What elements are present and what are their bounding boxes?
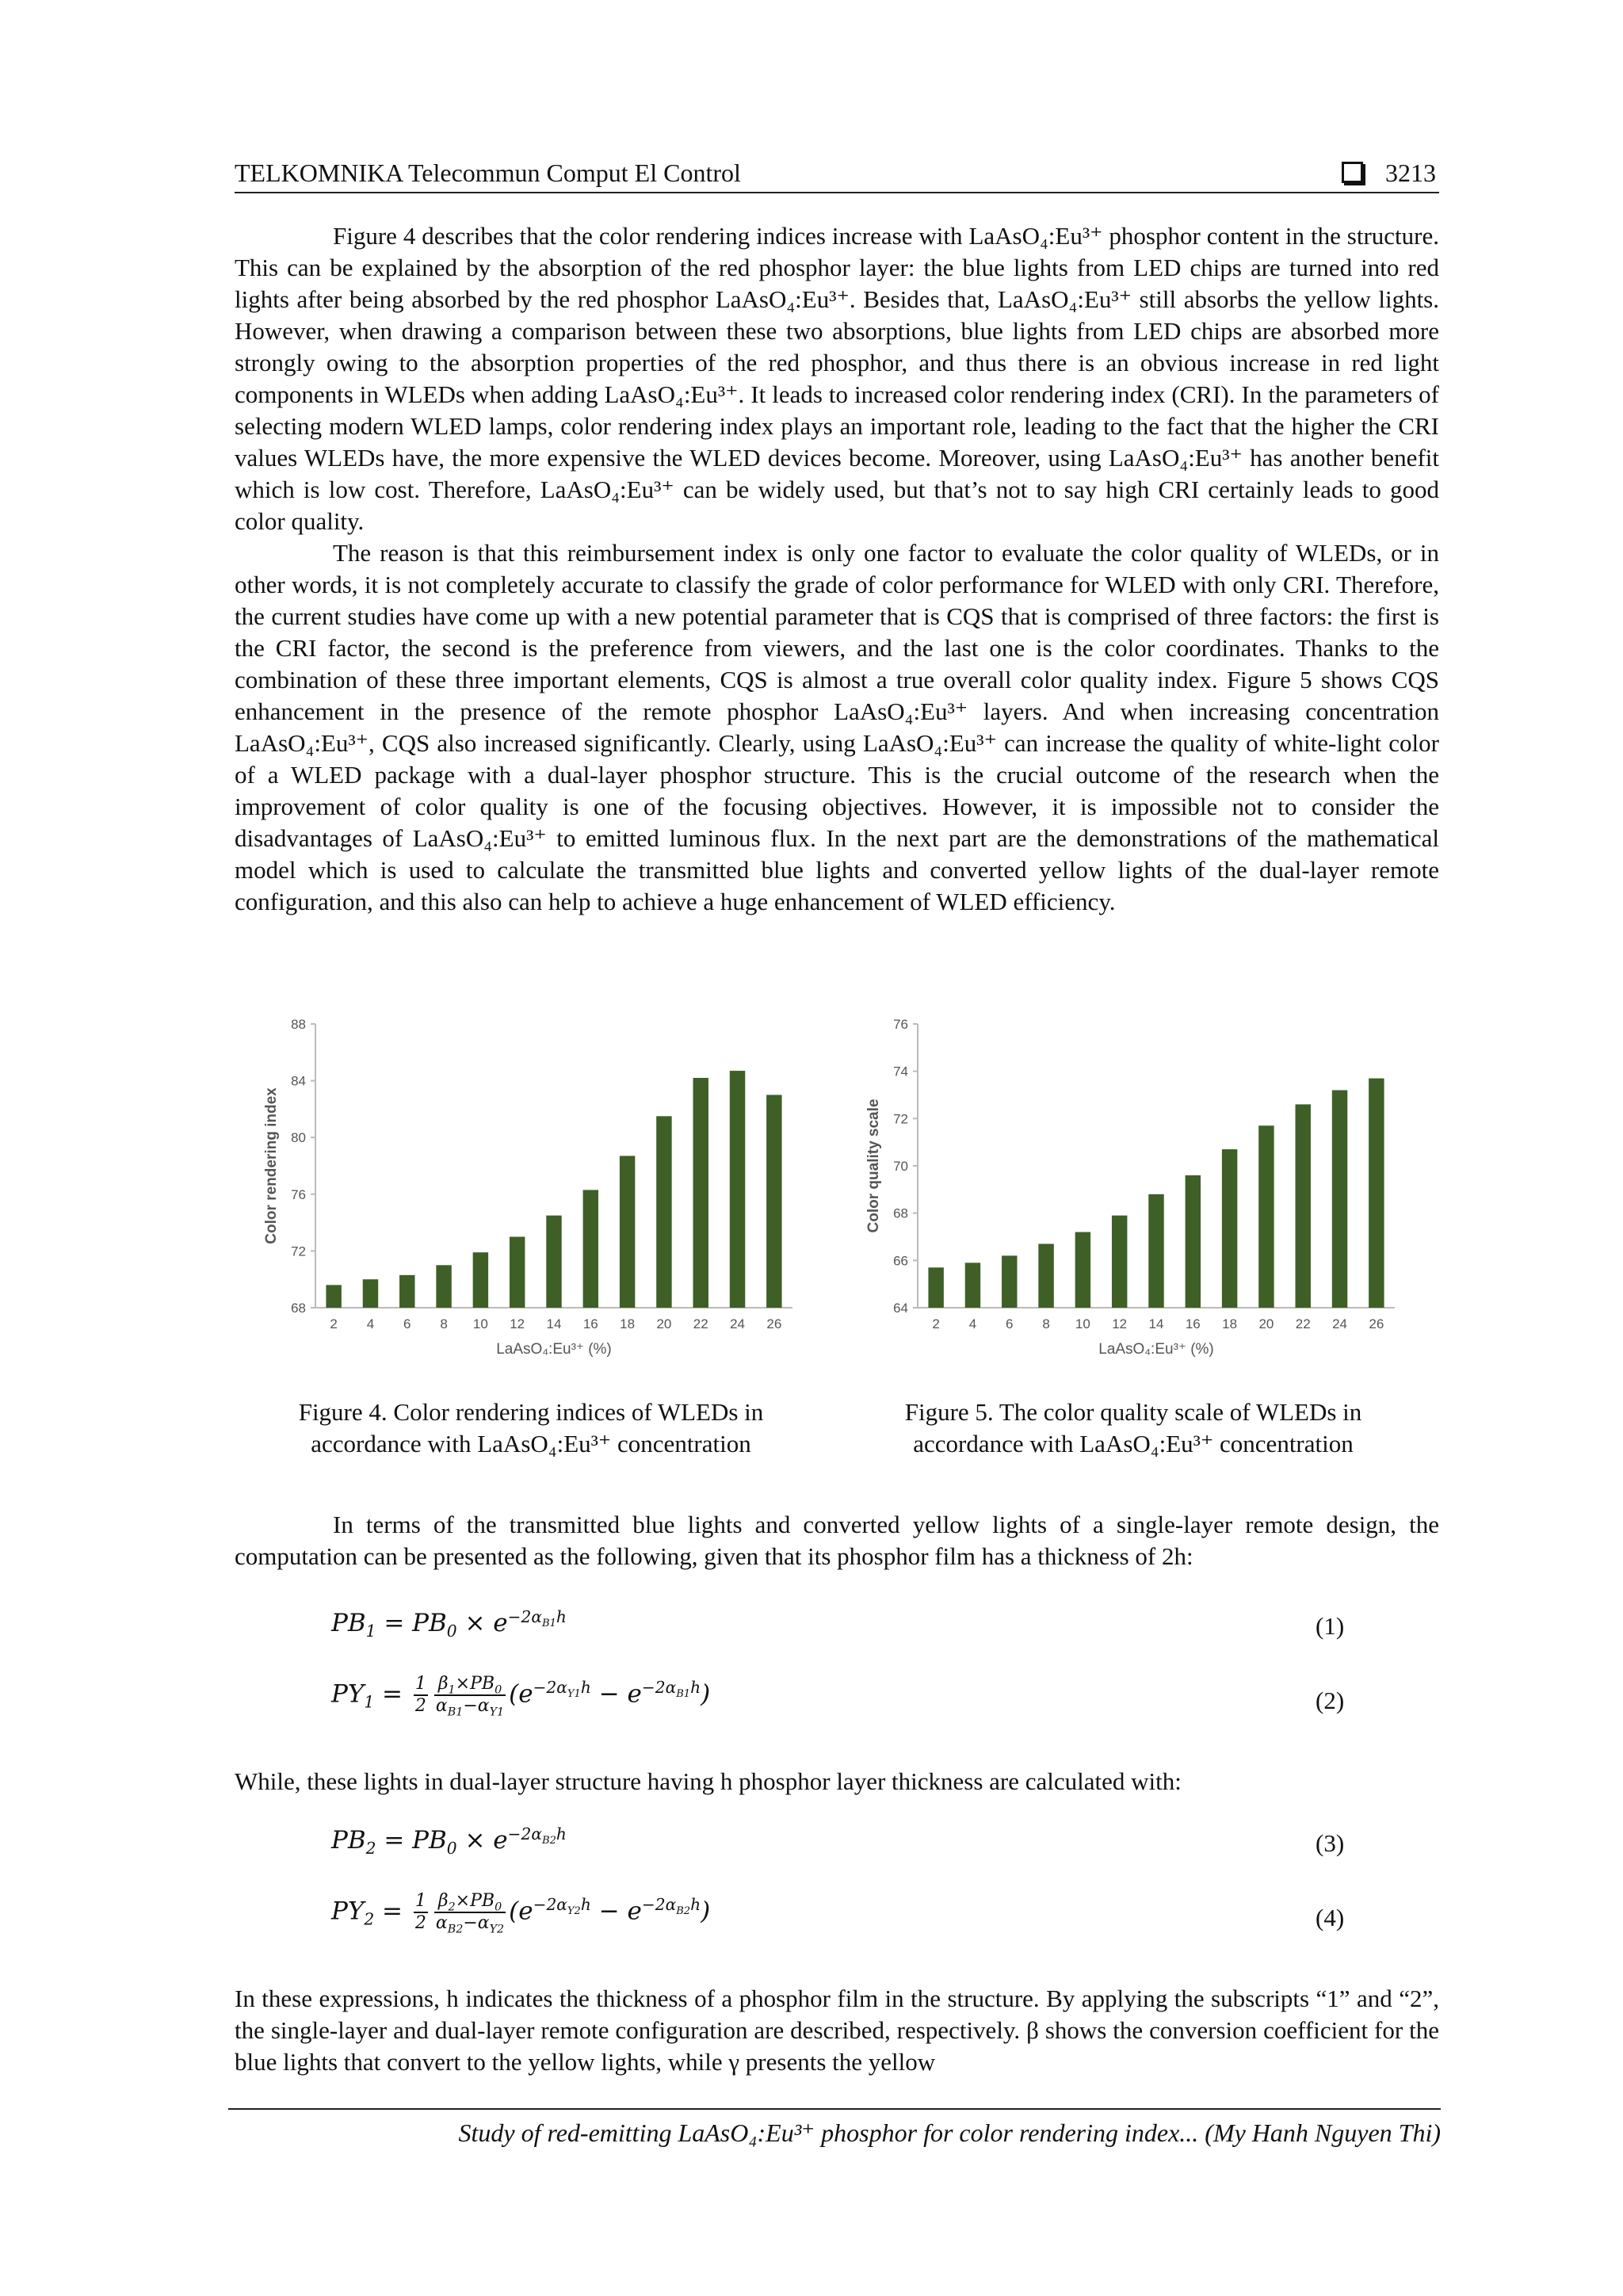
x-tick-label: 24 — [730, 1316, 745, 1331]
equation-3-number: (3) — [1316, 1829, 1345, 1857]
y-tick-label: 72 — [893, 1111, 908, 1127]
figure-4-caption: Figure 4. Color rendering indices of WLEDs in accordance with LaAsO₄:Eu³⁺ concentration — [298, 1398, 764, 1457]
x-tick-label: 18 — [620, 1316, 636, 1331]
x-tick-label: 22 — [1295, 1316, 1311, 1331]
x-tick-label: 14 — [546, 1316, 562, 1331]
bar — [1296, 1104, 1311, 1308]
x-tick-label: 8 — [440, 1316, 448, 1331]
bar — [473, 1252, 488, 1308]
x-tick-label: 20 — [656, 1316, 672, 1331]
y-tick-label: 76 — [893, 1017, 908, 1032]
bar — [583, 1190, 598, 1308]
x-tick-label: 2 — [932, 1316, 940, 1331]
x-tick-label: 12 — [510, 1316, 525, 1331]
bar — [363, 1279, 378, 1308]
y-tick-label: 68 — [893, 1205, 908, 1221]
bar — [693, 1078, 708, 1308]
equation-2-number: (2) — [1316, 1687, 1345, 1714]
bar — [510, 1237, 525, 1308]
figure-5-chart — [856, 1007, 1411, 1363]
x-tick-label: 6 — [1006, 1316, 1014, 1331]
bar — [1038, 1244, 1053, 1308]
bar — [1258, 1125, 1274, 1308]
running-footer — [228, 2108, 1441, 2148]
bar — [326, 1285, 341, 1308]
bar — [656, 1116, 671, 1308]
paragraph-1: Figure 4 describes that the color rendering indices increase with LaAsO₄:Eu³⁺ phosphor content in the structure. This can be explained by the absorption of the red phosphor layer: the blue lights from LED chips are turned into red lights after being absorbed by the red phosphor LaAsO₄:Eu³⁺. Besides that, LaAsO₄:Eu³⁺ still absorbs the yellow lights. However, when drawing a comparison between these two absorptions, blue lights from LED chips are absorbed more strongly owing to the absorption properties of the red phosphor, and thus there is an obvious increase in red light components in WLEDs when adding LaAsO₄:Eu³⁺. It leads to increased color rendering index (CRI). In the parameters of selecting modern WLED lamps, color rendering index plays an important role, leading to the fact that the higher the CRI values WLEDs have, the more expensive the WLED devices become. Moreover, using LaAsO₄:Eu³⁺ has another benefit which is low cost. Therefore, LaAsO₄:Eu³⁺ can be widely used, but that’s not to say high CRI certainly leads to good color quality. — [235, 222, 1439, 535]
footer-text: Study of red-emitting LaAsO₄:Eu³⁺ phosphor for color rendering index... (My Hanh Nguyen Thi) — [458, 2118, 1441, 2147]
x-tick-label: 18 — [1222, 1316, 1238, 1331]
equation-2: $PY_1$ = $\frac{1}{2}$ $\frac{\beta_1\times PB_0}{\alpha_{B1}-\alpha_{Y1}}$ $(e^{-2\alpha_{Y1}h} - e^{-2\alpha_{B1}h})$ — [331, 1674, 711, 1719]
x-tick-label: 8 — [1042, 1316, 1050, 1331]
bar — [965, 1263, 980, 1308]
equation-1: $PB_1 = PB_0 \times e^{-2\alpha_{B1}h}$ — [331, 1606, 567, 1641]
y-tick-label: 70 — [893, 1159, 908, 1174]
x-tick-label: 6 — [403, 1316, 411, 1331]
x-tick-label: 12 — [1112, 1316, 1128, 1331]
x-tick-label: 2 — [330, 1316, 338, 1331]
x-axis-label: LaAsO₄:Eu³⁺ (%) — [496, 1341, 612, 1358]
x-tick-label: 22 — [693, 1316, 708, 1331]
y-tick-label: 80 — [291, 1130, 306, 1146]
x-tick-label: 26 — [766, 1316, 782, 1331]
x-tick-label: 16 — [1185, 1316, 1201, 1331]
y-tick-label: 74 — [893, 1064, 908, 1079]
y-tick-label: 88 — [291, 1017, 306, 1032]
square-bullet-icon — [1342, 162, 1363, 183]
x-tick-label: 26 — [1369, 1316, 1384, 1331]
x-tick-label: 14 — [1148, 1316, 1164, 1331]
x-tick-label: 4 — [968, 1316, 977, 1331]
x-tick-label: 20 — [1258, 1316, 1274, 1331]
paragraph-2: The reason is that this reimbursement index is only one factor to evaluate the color quality of WLEDs, or in other words, it is not completely accurate to classify the grade of color performance for WLED with only CRI. Therefore, the current studies have come up with a new potential parameter that is CQS that is comprised of three factors: the first is the CRI factor, the second is the preference from viewers, and the last one is the color coordinates. Thanks to the combination of these three important elements, CQS is almost a true overall color quality index. Figure 5 shows CQS enhancement in the presence of the remote phosphor LaAsO₄:Eu³⁺ layers. And when increasing concentration LaAsO₄:Eu³⁺, CQS also increased significantly. Clearly, using LaAsO₄:Eu³⁺ can increase the quality of white-light color of a WLED package with a dual-layer phosphor structure. This is the crucial outcome of the research when the improvement of color quality is one of the focusing objectives. However, it is impossible not to consider the disadvantages of LaAsO₄:Eu³⁺ to emitted luminous flux. In the next part are the demonstrations of the mathematical model which is used to calculate the transmitted blue lights and converted yellow lights of the dual-layer remote configuration, and this also can help to achieve a huge enhancement of WLED efficiency. — [235, 539, 1439, 915]
y-tick-label: 76 — [291, 1186, 306, 1202]
y-tick-label: 72 — [291, 1244, 306, 1259]
bar — [1222, 1149, 1237, 1308]
x-tick-label: 24 — [1332, 1316, 1347, 1331]
bar — [620, 1156, 635, 1308]
bar — [436, 1265, 451, 1308]
y-axis-label: Color quality scale — [865, 1098, 882, 1233]
y-axis-label: Color rendering index — [263, 1087, 280, 1244]
bar — [1112, 1216, 1127, 1308]
paragraph-4: While, these lights in dual-layer structure having h phosphor layer thickness are calculated with: — [235, 1767, 1182, 1795]
x-tick-label: 4 — [366, 1316, 375, 1331]
x-tick-label: 16 — [582, 1316, 598, 1331]
equation-1-number: (1) — [1316, 1612, 1345, 1640]
bar — [928, 1267, 943, 1308]
x-axis-label: LaAsO₄:Eu³⁺ (%) — [1098, 1341, 1214, 1358]
y-tick-label: 66 — [893, 1253, 908, 1269]
y-tick-label: 84 — [291, 1073, 306, 1089]
y-tick-label: 64 — [893, 1301, 908, 1316]
bar — [546, 1216, 561, 1308]
bar — [766, 1095, 781, 1308]
bar — [399, 1275, 414, 1308]
bar — [1332, 1091, 1347, 1308]
equation-4-number: (4) — [1316, 1904, 1345, 1931]
bar — [1369, 1079, 1384, 1308]
bar — [730, 1071, 745, 1308]
journal-title: TELKOMNIKA Telecommun Comput El Control — [235, 159, 741, 187]
figure-5-caption: Figure 5. The color quality scale of WLEDs in accordance with LaAsO₄:Eu³⁺ concentration — [904, 1398, 1362, 1457]
running-header — [235, 155, 1439, 193]
y-tick-label: 68 — [291, 1301, 306, 1316]
equation-3: $PB_2 = PB_0 \times e^{-2\alpha_{B2}h}$ — [331, 1824, 567, 1859]
paragraph-3: In terms of the transmitted blue lights and converted yellow lights of a single-layer remote design, the computation can be presented as the following, given that its phosphor film has a thickness of 2h: — [235, 1511, 1439, 1570]
paragraph-5: In these expressions, h indicates the thickness of a phosphor film in the structure. By applying the subscripts “1” and “2”, the single-layer and dual-layer remote configuration are described, respectively. β shows the conversion coefficient for the blue lights that convert to the yellow lights, while γ presents the yellow — [235, 1985, 1439, 2076]
page-number: 3213 — [1385, 159, 1436, 187]
equation-4: $PY_2$ = $\frac{1}{2}$ $\frac{\beta_2\times PB_0}{\alpha_{B2}-\alpha_{Y2}}$ $(e^{-2\alpha_{Y2}h} - e^{-2\alpha_{B2}h})$ — [331, 1891, 711, 1936]
bar — [1148, 1194, 1163, 1308]
x-tick-label: 10 — [1075, 1316, 1090, 1331]
bar — [1075, 1232, 1090, 1308]
bar — [1002, 1255, 1017, 1308]
figure-4-chart — [254, 1007, 808, 1363]
bar — [1186, 1175, 1201, 1308]
x-tick-label: 10 — [472, 1316, 488, 1331]
